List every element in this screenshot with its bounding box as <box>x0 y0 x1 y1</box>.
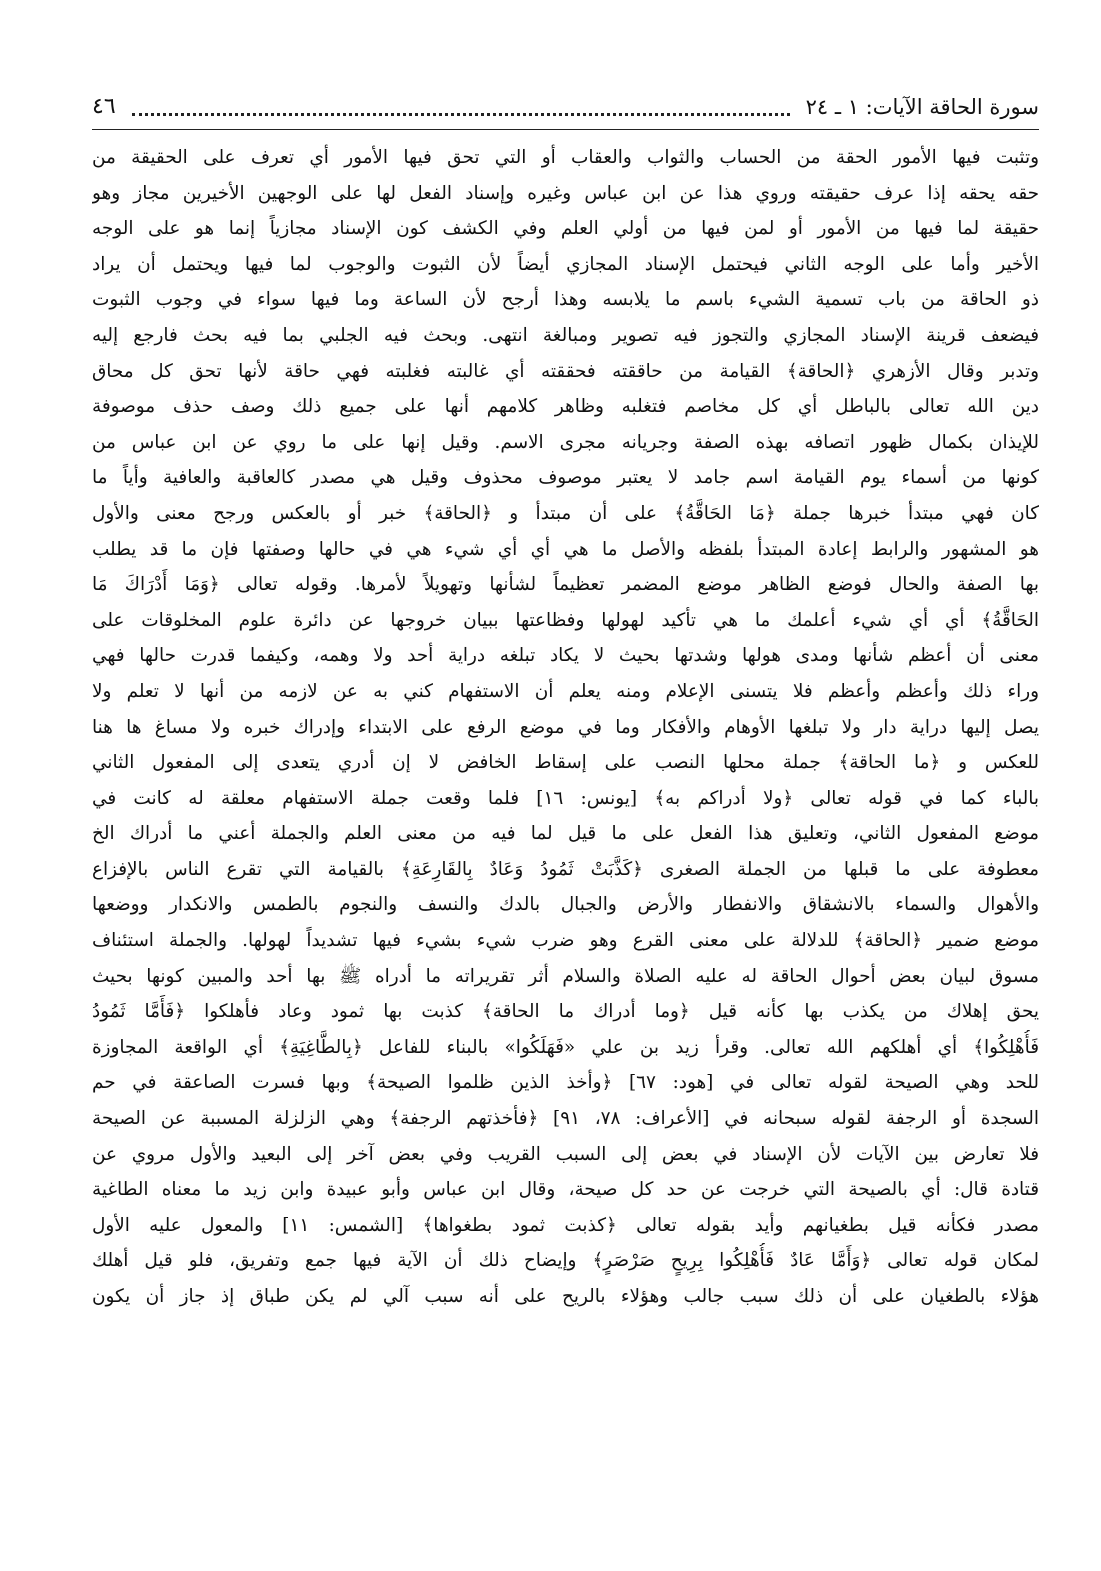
text-line: يحق إهلاك من يكذب بها كأنه قيل ﴿وما أدراك ما الحاقة﴾ كذبت بها ثمود وعاد فأهلكوا ﴿فَأَمَّا ثَمُودُ <box>92 1001 1039 1023</box>
text-line: للحد وهي الصيحة لقوله تعالى في [هود: ٦٧] ﴿وأخذ الذين ظلموا الصيحة﴾ وبها فسرت الصاعقة في حم <box>92 1072 1039 1094</box>
text-line: فلا تعارض بين الآيات لأن الإسناد في بعض إلى السبب القريب وفي بعض آخر إلى البعيد والأول مروي عن <box>92 1143 1039 1165</box>
text-line: للعكس و ﴿ما الحاقة﴾ جملة محلها النصب على إسقاط الخافض لا إن أدري يتعدى إلى المفعول الثاني <box>92 752 1039 774</box>
text-line: حقيقة لما فيها من الأمور أو لمن فيها من أولي العلم وفي الكشف كون الإسناد مجازياً إنما هو على الوجه <box>92 218 1039 240</box>
text-line: قتادة قال: أي بالصيحة التي خرجت عن حد كل صيحة، وقال ابن عباس وأبو عبيدة وابن زيد ما معناه الطاغية <box>92 1179 1039 1201</box>
header-rule <box>92 129 1039 130</box>
text-line: معطوفة على ما قبلها من الجملة الصغرى ﴿كَذَّبَتْ ثَمُودُ وَعَادٌ بِالقَارِعَةِ﴾ بالقيامة التي تقرع الناس بالإفزاع <box>92 858 1039 880</box>
text-line: وراء ذلك وأعظم وأعظم فلا يتسنى الإعلام ومنه يعلم أن الاستفهام كني به عن لازمه من أنها لا تعلم ولا <box>92 680 1039 702</box>
text-line: ذو الحاقة من باب تسمية الشيء باسم ما يلابسه وهذا أرجح لأن الساعة وما فيها سواء في وجوب الثبوت <box>92 289 1039 311</box>
text-line: كونها من أسماء يوم القيامة اسم جامد لا يعتبر موصوف محذوف وقيل هي مصدر كالعاقبة والعافية وأياً ما <box>92 467 1039 489</box>
text-line: مصدر فكأنه قيل بطغيانهم وأيد بقوله تعالى ﴿كذبت ثمود بطغواها﴾ [الشمس: ١١] والمعول عليه الأول <box>92 1214 1039 1236</box>
text-line: موضع ضمير ﴿الحاقة﴾ للدلالة على معنى القرع وهو ضرب شيء بشيء فيها تشديداً لهولها. والجملة استئناف <box>92 930 1039 952</box>
text-line: لمكان قوله تعالى ﴿وَأَمَّا عَادٌ فَأُهْلِكُوا بِرِيحٍ صَرْصَرٍ﴾ وإيضاح ذلك أن الآية فيها جمع وتفريق، فلو قيل أهلك <box>92 1250 1039 1272</box>
text-line: يصل إليها دراية دار ولا تبلغها الأوهام والأفكار وما في موضع الرفع على الابتداء وإدراك خبره ولا مساغ ها هنا <box>92 716 1039 738</box>
text-line: الحَاقَّةُ﴾ أي أي شيء أعلمك ما هي تأكيد لهولها وفظاعتها ببيان خروجها عن دائرة علوم المخلوقات على <box>92 609 1039 631</box>
text-line: بالباء كما في قوله تعالى ﴿ولا أدراكم به﴾ [يونس: ١٦] فلما وقعت جملة الاستفهام معلقة له كانت في <box>92 787 1039 809</box>
text-line: السجدة أو الرجفة لقوله سبحانه في [الأعراف: ٧٨، ٩١] ﴿فأخذتهم الرجفة﴾ وهي الزلزلة المسببة عن الصيحة <box>92 1108 1039 1130</box>
text-line: فيضعف قرينة الإسناد المجازي والتجوز فيه تصوير ومبالغة انتهى. وبحث فيه الجلبي بما فيه بحث فارجع إليه <box>92 324 1039 346</box>
text-line: هؤلاء بالطغيان على أن ذلك سبب جالب وهؤلاء بالريح على أنه سبب آلي لم يكن طباق إذ جاز أن يكون <box>92 1286 1039 1307</box>
page-number: ٤٦ <box>92 94 116 119</box>
text-line: للإيذان بكمال ظهور اتصافه بهذه الصفة وجريانه مجرى الاسم. وقيل إنها على ما روي عن ابن عباس من <box>92 431 1039 453</box>
text-line: وتثبت فيها الأمور الحقة من الحساب والثواب والعقاب أو التي تحق فيها الأمور أي تعرف على الحقيقة من <box>92 147 1039 168</box>
header-leader-dots <box>132 99 790 116</box>
text-line: بها الصفة والحال فوضع الظاهر موضع المضمر تعظيماً لشأنها وتهويلاً لأمرها. وقوله تعالى ﴿وَمَا أَدْرَاكَ مَا <box>92 574 1039 596</box>
text-line: مسوق لبيان بعض أحوال الحاقة له عليه الصلاة والسلام أثر تقريراته ما أدراه ﷺ بها أحد والمبين كونها بحيث <box>92 965 1039 987</box>
text-line: حقه يحقه إذا عرف حقيقته وروي هذا عن ابن عباس وغيره وإسناد الفعل لها على الوجهين الأخيرين مجاز وهو <box>92 182 1039 204</box>
text-line: معنى أن أعظم شأنها ومدى هولها وشدتها بحيث لا يكاد تبلغه دراية أحد ولا وهمه، وكيفما قدرت حالها فهي <box>92 645 1039 667</box>
text-line: دين الله تعالى بالباطل أي كل مخاصم فتغلبه وظاهر كلامهم أنها على جميع ذلك وصف حذف موصوفة <box>92 396 1039 418</box>
text-line: كان فهي مبتدأ خبرها جملة ﴿مَا الحَاقَّةُ﴾ على أن مبتدأ و ﴿الحاقة﴾ خبر أو بالعكس ورجح معنى والأول <box>92 502 1039 524</box>
text-line: فَأُهْلِكُوا﴾ أي أهلكهم الله تعالى. وقرأ زيد بن علي «فَهَلَكُوا» بالبناء للفاعل ﴿بِالطَّاغِيَةِ﴾ أي الواقعة المجاوزة <box>92 1036 1039 1058</box>
page-header <box>92 82 1039 122</box>
text-line: هو المشهور والرابط إعادة المبتدأ بلفظه والأصل ما هي أي أي شيء هي في حالها وصفتها فإن ما قد يطلب <box>92 538 1039 560</box>
text-line: موضع المفعول الثاني، وتعليق هذا الفعل على ما قيل لما فيه من معنى العلم والجملة أعني ما أدراك الخ <box>92 823 1039 845</box>
text-line: الأخير وأما على الوجه الثاني فيحتمل الإسناد المجازي أيضاً لأن الثبوت والوجوب لما فيها ويحتمل أن يراد <box>92 253 1039 275</box>
running-title: سورة الحاقة الآيات: ١ ـ ٢٤ <box>805 95 1039 119</box>
text-line: وتدبر وقال الأزهري ﴿الحاقة﴾ القيامة من حاققته فحققته أي غالبته فغلبته فهي حاقة لأنها تحق كل محاق <box>92 360 1039 382</box>
body-text <box>92 140 1039 1540</box>
text-line: والأهوال والسماء بالانشقاق والانفطار والأرض والجبال بالدك والنسف والنجوم بالطمس والانكدار ووضعها <box>92 894 1039 916</box>
